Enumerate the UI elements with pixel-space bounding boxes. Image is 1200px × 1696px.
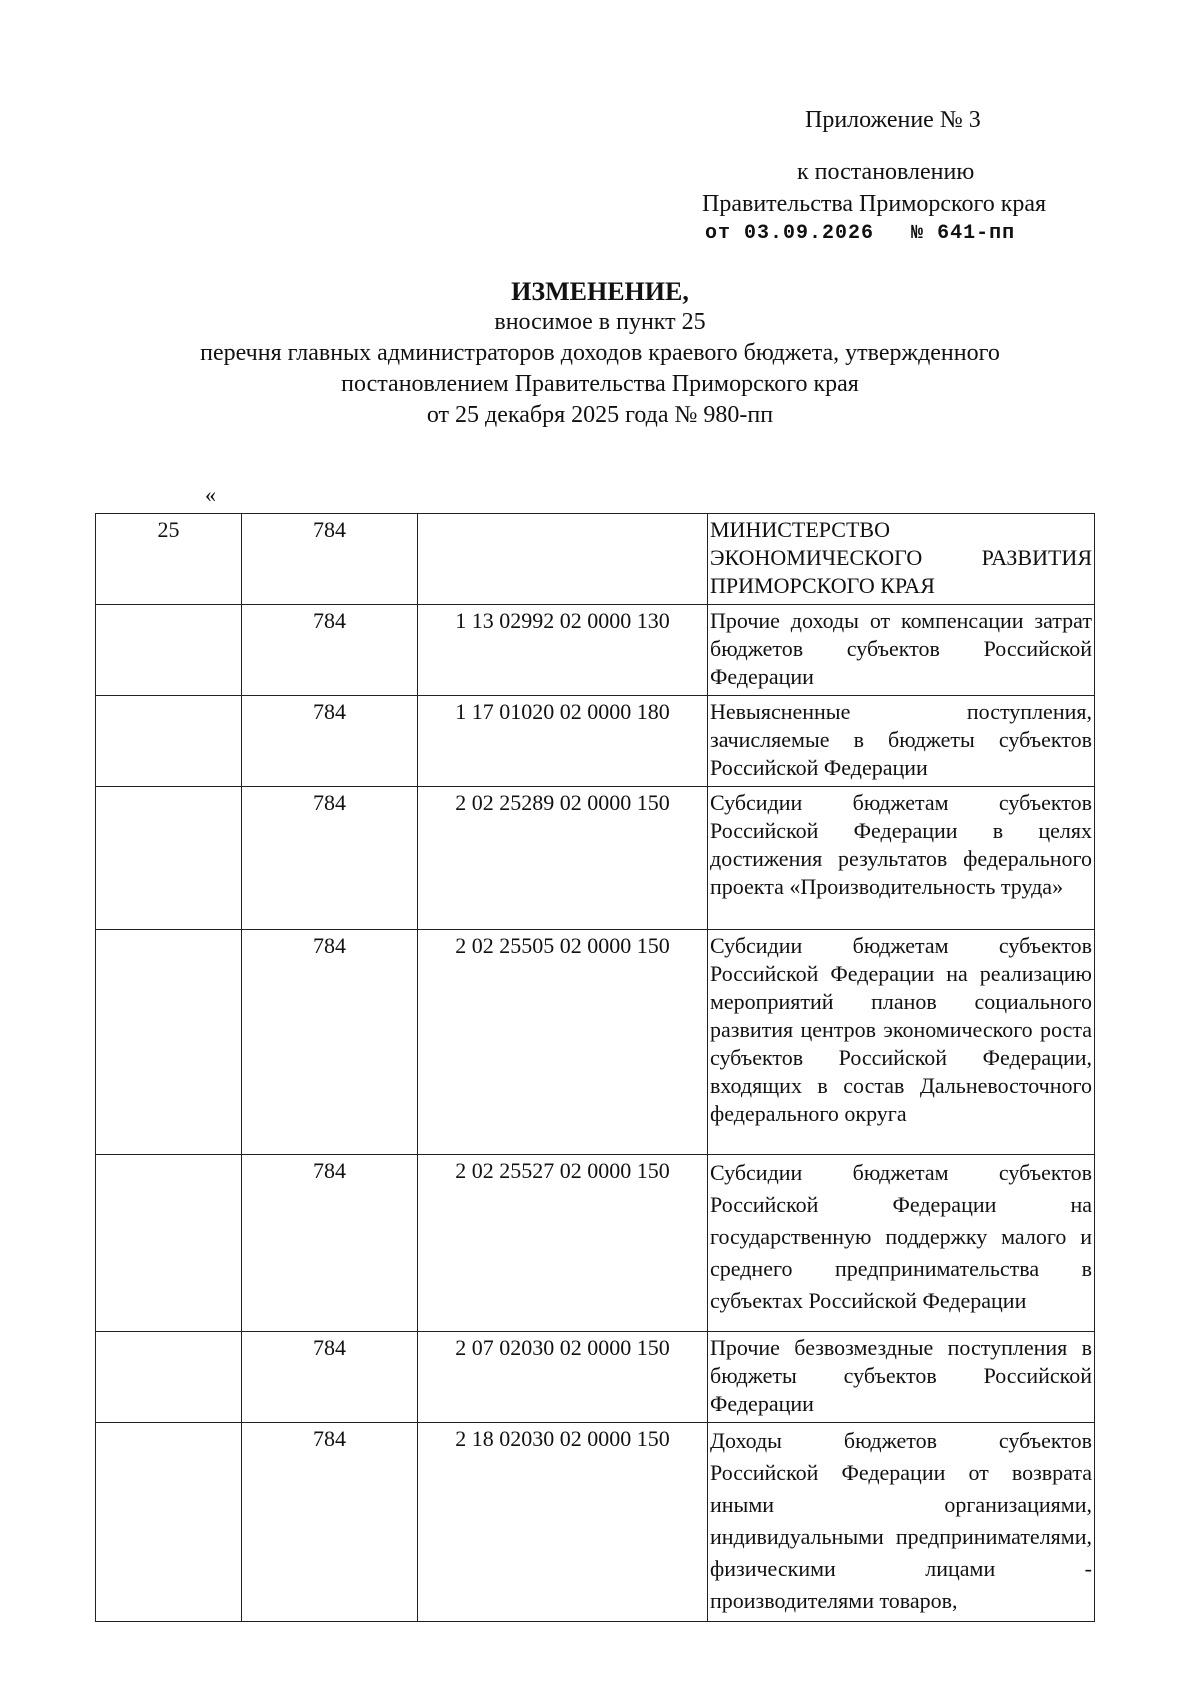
- admin-code: 784: [242, 1423, 418, 1622]
- admin-code: 784: [242, 930, 418, 1155]
- heading-line-3: постановлением Правительства Приморского края: [341, 371, 859, 397]
- revenue-name: МИНИСТЕРСТВО ЭКОНОМИЧЕСКОГО РАЗВИТИЯ ПРИМОРСКОГО КРАЯ: [708, 514, 1095, 605]
- table-row: [96, 787, 1095, 930]
- table-row: [96, 696, 1095, 787]
- revenue-code: 2 18 02030 02 0000 150: [418, 1423, 708, 1622]
- document-heading: [90, 276, 1110, 431]
- row-number: [96, 1332, 242, 1423]
- revenue-name: Субсидии бюджетам субъектов Российской Федерации в целях достижения результатов федерального проекта «Производительность труда»: [708, 787, 1095, 930]
- revenue-code: 2 02 25527 02 0000 150: [418, 1155, 708, 1332]
- admin-code: 784: [242, 696, 418, 787]
- revenue-code: 1 17 01020 02 0000 180: [418, 696, 708, 787]
- revenue-code: 2 07 02030 02 0000 150: [418, 1332, 708, 1423]
- resolution-number: № 641-пп: [911, 222, 1016, 245]
- revenue-name: Субсидии бюджетам субъектов Российской Федерации на государственную поддержку малого и среднего предпринимательства в субъектах Российской Федерации: [708, 1155, 1095, 1332]
- admin-code: 784: [242, 605, 418, 696]
- appendix-date-line: [705, 220, 1160, 248]
- revenue-name: Субсидии бюджетам субъектов Российской Федерации на реализацию мероприятий планов социального развития центров экономического роста субъектов Российской Федерации, входящих в состав Дальневосточного федерального округа: [708, 930, 1095, 1155]
- revenue-code: 1 13 02992 02 0000 130: [418, 605, 708, 696]
- row-number: [96, 930, 242, 1155]
- row-number: [96, 787, 242, 930]
- table-row: [96, 514, 1095, 605]
- date-prefix: от: [705, 222, 732, 245]
- table-row: [96, 1423, 1095, 1622]
- revenue-name: Прочие безвозмездные поступления в бюджеты субъектов Российской Федерации: [708, 1332, 1095, 1423]
- opening-quote: «: [205, 482, 216, 507]
- appendix-government: Правительства Приморского края: [702, 191, 1047, 217]
- admin-code: 784: [242, 787, 418, 930]
- revenue-code: [418, 514, 708, 605]
- revenue-name: Доходы бюджетов субъектов Российской Федерации от возврата иными организациями, индивидуальными предпринимателями, физическими лицами - производителями товаров,: [708, 1423, 1095, 1622]
- revenue-name: Невыясненные поступления, зачисляемые в бюджеты субъектов Российской Федерации: [708, 696, 1095, 787]
- row-number: [96, 1423, 242, 1622]
- revenue-code: 2 02 25505 02 0000 150: [418, 930, 708, 1155]
- heading-line-1: вносимое в пункт 25: [494, 309, 706, 335]
- appendix-number: Приложение № 3: [805, 107, 981, 133]
- row-number: [96, 605, 242, 696]
- admin-code: 784: [242, 514, 418, 605]
- table-row: [96, 930, 1095, 1155]
- table-row: [96, 1155, 1095, 1332]
- row-number: 25: [96, 514, 242, 605]
- document-title: ИЗМЕНЕНИЕ,: [511, 277, 689, 306]
- revenue-name: Прочие доходы от компенсации затрат бюджетов субъектов Российской Федерации: [708, 605, 1095, 696]
- row-number: [96, 696, 242, 787]
- revenue-code: 2 02 25289 02 0000 150: [418, 787, 708, 930]
- admin-code: 784: [242, 1332, 418, 1423]
- row-number: [96, 1155, 242, 1332]
- appendix-to-resolution: к постановлению: [797, 159, 975, 185]
- heading-line-4: от 25 декабря 2025 года № 980-пп: [426, 402, 774, 428]
- resolution-date: 03.09.2026: [744, 222, 875, 245]
- admin-code: 784: [242, 1155, 418, 1332]
- appendix-header: [600, 104, 1160, 248]
- heading-line-2: перечня главных администраторов доходов краевого бюджета, утвержденного: [200, 340, 1000, 366]
- revenue-administrators-table: [95, 513, 1095, 1622]
- table-row: [96, 605, 1095, 696]
- table-row: [96, 1332, 1095, 1423]
